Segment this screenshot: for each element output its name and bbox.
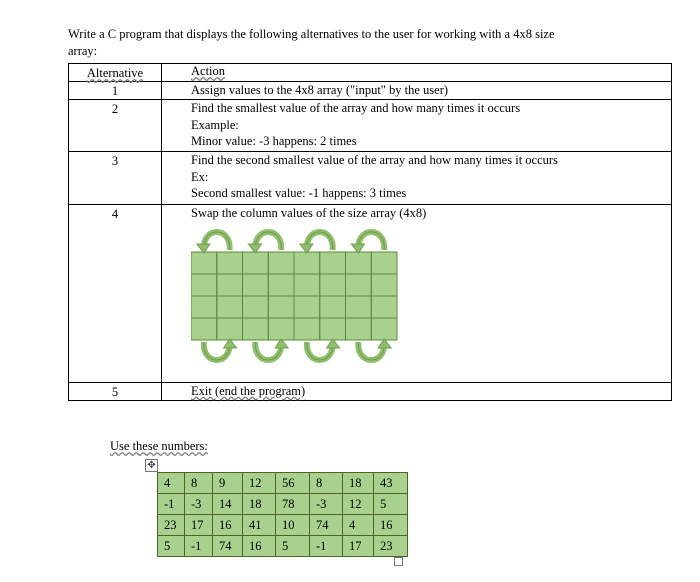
number-cell: 4 bbox=[158, 473, 185, 494]
action-text: Minor value: -3 happens: 2 times bbox=[191, 134, 357, 148]
action-text: Assign values to the 4x8 array ("input" by the user) bbox=[191, 83, 449, 97]
menu-table bbox=[68, 63, 672, 401]
number-cell: 9 bbox=[213, 473, 243, 494]
numbers-row bbox=[158, 515, 408, 536]
alternative-number: 3 bbox=[111, 154, 119, 168]
number-cell: 14 bbox=[213, 494, 243, 515]
menu-row-2 bbox=[69, 100, 672, 152]
column-swap-figure bbox=[191, 222, 431, 382]
move-handle-icon[interactable]: ✥ bbox=[145, 459, 158, 472]
number-cell: 5 bbox=[374, 494, 408, 515]
alternative-number: 2 bbox=[111, 102, 119, 116]
number-cell: 74 bbox=[213, 536, 243, 557]
number-cell: 43 bbox=[374, 473, 408, 494]
number-cell: -3 bbox=[185, 494, 213, 515]
numbers-row bbox=[158, 494, 408, 515]
intro-line-2: array: bbox=[68, 44, 98, 58]
action-text: Second smallest value: -1 happens: 3 times bbox=[191, 186, 407, 200]
intro-line-1: Write a C program that displays the following alternatives to the user for working with a 4x8 size bbox=[68, 27, 555, 41]
numbers-table bbox=[157, 472, 408, 557]
action-text: Exit (end the program) bbox=[191, 383, 306, 398]
number-cell: 16 bbox=[213, 515, 243, 536]
number-cell: 41 bbox=[243, 515, 276, 536]
number-cell: 12 bbox=[343, 494, 374, 515]
number-cell: 23 bbox=[374, 536, 408, 557]
number-cell: 18 bbox=[243, 494, 276, 515]
column-swap-diagram bbox=[191, 222, 671, 382]
number-cell: 16 bbox=[374, 515, 408, 536]
action-text: Find the second smallest value of the array and how many times it occurs bbox=[191, 153, 558, 167]
number-cell: 56 bbox=[276, 473, 310, 494]
number-cell: 16 bbox=[243, 536, 276, 557]
action-text: Find the smallest value of the array and how many times it occurs bbox=[191, 101, 521, 115]
menu-row-5 bbox=[69, 382, 672, 400]
menu-row-3 bbox=[69, 152, 672, 205]
intro-text bbox=[68, 26, 628, 60]
alternative-number: 4 bbox=[111, 207, 119, 221]
number-cell: 18 bbox=[343, 473, 374, 494]
number-cell: 17 bbox=[185, 515, 213, 536]
number-cell: -1 bbox=[310, 536, 343, 557]
number-cell: 78 bbox=[276, 494, 310, 515]
numbers-caption: Use these numbers: bbox=[110, 439, 208, 453]
number-cell: -1 bbox=[158, 494, 185, 515]
header-alternative: Alternative bbox=[86, 66, 144, 80]
header-action: Action bbox=[191, 64, 226, 78]
number-cell: -1 bbox=[185, 536, 213, 557]
number-cell: 17 bbox=[343, 536, 374, 557]
number-cell: 5 bbox=[158, 536, 185, 557]
action-text: Ex: bbox=[191, 169, 209, 184]
number-cell: 5 bbox=[276, 536, 310, 557]
menu-row-1 bbox=[69, 82, 672, 100]
action-text: Swap the column values of the size array (4x8) bbox=[191, 206, 427, 220]
action-text: Example: bbox=[191, 117, 239, 132]
resize-handle-icon[interactable] bbox=[394, 557, 403, 566]
alternative-number: 1 bbox=[111, 84, 119, 98]
numbers-row bbox=[158, 473, 408, 494]
menu-row-4 bbox=[69, 205, 672, 383]
number-cell: 8 bbox=[310, 473, 343, 494]
number-cell: 23 bbox=[158, 515, 185, 536]
number-cell: 12 bbox=[243, 473, 276, 494]
number-cell: -3 bbox=[310, 494, 343, 515]
number-cell: 4 bbox=[343, 515, 374, 536]
number-cell: 10 bbox=[276, 515, 310, 536]
menu-table-header-row bbox=[69, 64, 672, 82]
numbers-row bbox=[158, 536, 408, 557]
number-cell: 8 bbox=[185, 473, 213, 494]
number-cell: 74 bbox=[310, 515, 343, 536]
alternative-number: 5 bbox=[111, 384, 119, 399]
